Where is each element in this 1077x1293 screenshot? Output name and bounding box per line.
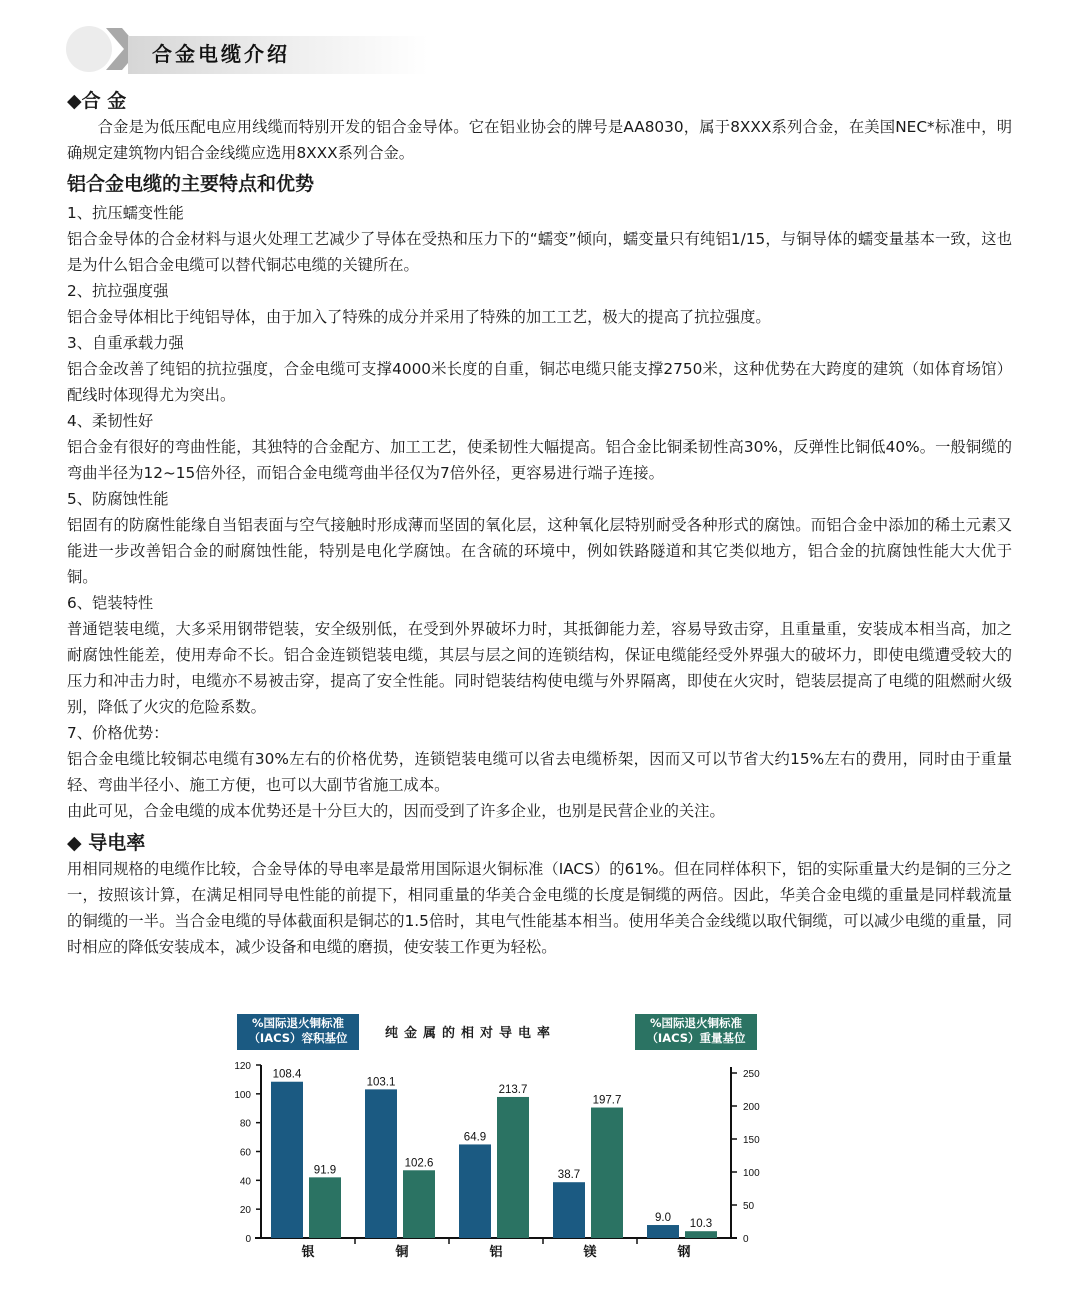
bar-value-label: 108.4 bbox=[272, 1068, 302, 1081]
feature-title: 1、抗压蠕变性能 bbox=[67, 204, 184, 222]
feature-item bbox=[67, 720, 1012, 798]
bar-volume bbox=[271, 1082, 303, 1238]
section-heading-conductivity: ◆ 导电率 bbox=[67, 832, 146, 854]
feature-title: 7、价格优势： bbox=[67, 724, 169, 742]
bar-value-label: 103.1 bbox=[366, 1076, 396, 1089]
left-axis-tick-label: 40 bbox=[239, 1176, 251, 1188]
bar-volume bbox=[553, 1182, 585, 1238]
right-axis-tick-label: 0 bbox=[743, 1234, 749, 1245]
bar-volume bbox=[459, 1144, 491, 1238]
feature-item bbox=[67, 408, 1012, 486]
bar-chart-plot bbox=[225, 1008, 785, 1278]
feature-text: 铝合金电缆比较铜芯电缆有30%左右的价格优势，连锁铠装电缆可以省去电缆桥架，因而又可以节省大约15%左右的费用，同时由于重量轻、弯曲半径小、施工方便，也可以大副节省施工成本。 bbox=[67, 750, 1012, 794]
left-axis-tick-label: 20 bbox=[239, 1205, 251, 1217]
bar-weight bbox=[497, 1097, 529, 1238]
right-axis-tick-label: 250 bbox=[743, 1069, 760, 1080]
legend-line: %国际退火铜标准 bbox=[649, 1016, 743, 1030]
category-label: 银 bbox=[301, 1244, 315, 1259]
bar-weight bbox=[685, 1231, 717, 1238]
article-body bbox=[67, 88, 1012, 960]
feature-text: 铝合金导体的合金材料与退火处理工艺减少了导体在受热和压力下的“蠕变”倾向，蠕变量只有纯铝1/15，与铜导体的蠕变量基本一致，这也是为什么铝合金电缆可以替代铜芯电缆的关键所在。 bbox=[67, 230, 1012, 274]
feature-text: 铝合金有很好的弯曲性能，其独特的合金配方、加工工艺，使柔韧性大幅提高。铝合金比铜柔韧性高30%，反弹性比铜低40%。一般铜缆的弯曲半径为12~15倍外径，而铝合金电缆弯曲半径仅为7倍外径，更容易进行端子连接。 bbox=[67, 438, 1012, 482]
feature-item bbox=[67, 330, 1012, 408]
feature-title: 5、防腐蚀性能 bbox=[67, 490, 169, 508]
bar-value-label: 213.7 bbox=[498, 1083, 528, 1096]
chart-title: 纯金属的相对导电率 bbox=[385, 1026, 557, 1041]
bar-volume bbox=[647, 1225, 679, 1238]
conductivity-chart bbox=[225, 1008, 785, 1278]
feature-title: 2、抗拉强度强 bbox=[67, 282, 169, 300]
bar-volume bbox=[365, 1089, 397, 1238]
right-axis-tick-label: 150 bbox=[743, 1135, 760, 1146]
bar-value-label: 197.7 bbox=[592, 1094, 622, 1107]
legend-line: %国际退火铜标准 bbox=[251, 1016, 345, 1030]
feature-title: 3、自重承载力强 bbox=[67, 334, 184, 352]
legend-line: （IACS）容积基位 bbox=[248, 1031, 348, 1045]
left-axis-tick-label: 80 bbox=[239, 1118, 251, 1130]
alloy-paragraph: 合金是为低压配电应用线缆而特别开发的铝合金导体。它在铝业协会的牌号是AA8030，属于8XXX系列合金，在美国NEC*标准中，明确规定建筑物内铝合金线缆应选用8XXX系列合金。 bbox=[67, 118, 1012, 162]
feature-text: 铝合金改善了纯铝的抗拉强度，合金电缆可支撑4000米长度的自重，铜芯电缆只能支撑2750米，这种优势在大跨度的建筑（如体育场馆）配线时体现得尤为突出。 bbox=[67, 360, 1012, 404]
right-axis-tick-label: 100 bbox=[743, 1168, 760, 1179]
bar-value-label: 38.7 bbox=[557, 1169, 581, 1182]
feature-text: 铝固有的防腐性能缘自当铝表面与空气接触时形成薄而坚固的氧化层，这种氧化层特别耐受各种形式的腐蚀。而铝合金中添加的稀土元素又能进一步改善铝合金的耐腐蚀性能，特别是电化学腐蚀。在含硫的环境中，例如铁路隧道和其它类似地方，铝合金的抗腐蚀性能大大优于铜。 bbox=[67, 516, 1012, 586]
features-conclusion: 由此可见，合金电缆的成本优势还是十分巨大的，因而受到了许多企业，也别是民营企业的关注。 bbox=[67, 802, 725, 820]
bar-value-label: 91.9 bbox=[313, 1164, 337, 1177]
bar-value-label: 9.0 bbox=[655, 1212, 671, 1225]
section-heading-features: 铝合金电缆的主要特点和优势 bbox=[67, 173, 315, 195]
bar-value-label: 10.3 bbox=[689, 1218, 713, 1231]
feature-item bbox=[67, 486, 1012, 590]
category-label: 镁 bbox=[583, 1244, 597, 1259]
left-axis-tick-label: 60 bbox=[239, 1147, 251, 1159]
left-axis-tick-label: 100 bbox=[234, 1089, 251, 1101]
section-heading-alloy: ◆合 金 bbox=[67, 90, 127, 112]
feature-item bbox=[67, 200, 1012, 278]
bar-weight bbox=[403, 1170, 435, 1238]
feature-list bbox=[67, 200, 1012, 798]
page-title: 合金电缆介绍 bbox=[152, 42, 290, 66]
category-label: 铝 bbox=[489, 1244, 503, 1259]
feature-text: 铝合金导体相比于纯铝导体，由于加入了特殊的成分并采用了特殊的加工工艺，极大的提高了抗拉强度。 bbox=[67, 308, 771, 326]
category-label: 钢 bbox=[677, 1244, 691, 1259]
right-axis-tick-label: 200 bbox=[743, 1102, 760, 1113]
left-axis-tick-label: 0 bbox=[245, 1234, 251, 1245]
left-axis-tick-label: 120 bbox=[234, 1061, 251, 1072]
right-axis-tick-label: 50 bbox=[743, 1201, 755, 1212]
section-header bbox=[66, 24, 366, 74]
feature-item bbox=[67, 590, 1012, 720]
legend-line: （IACS）重量基位 bbox=[646, 1031, 746, 1045]
bar-weight bbox=[309, 1177, 341, 1238]
bar-value-label: 102.6 bbox=[404, 1157, 434, 1170]
bar-value-label: 64.9 bbox=[463, 1131, 487, 1144]
feature-title: 4、柔韧性好 bbox=[67, 412, 154, 430]
conductivity-paragraph: 用相同规格的电缆作比较，合金导体的导电率是最常用国际退火铜标准（IACS）的61%。但在同样体积下，铝的实际重量大约是铜的三分之一，按照该计算，在满足相同导电性能的前提下，相同重量的华美合金电缆的长度是铜缆的两倍。因此，华美合金电缆的重量是同样载流量的铜缆的一半。当合金电缆的导体截面积是铜芯的1.5倍时，其电气性能基本相当。使用华美合金线缆以取代铜缆，可以减少电缆的重量，同时相应的降低安装成本，减少设备和电缆的磨损，使安装工作更为轻松。 bbox=[67, 860, 1012, 956]
bar-weight bbox=[591, 1108, 623, 1238]
feature-text: 普通铠装电缆，大多采用钢带铠装，安全级别低，在受到外界破坏力时，其抵御能力差，容易导致击穿，且重量重，安装成本相当高，加之耐腐蚀性能差，使用寿命不长。铝合金连锁铠装电缆，其层与层之间的连锁结构，保证电缆能经受外界强大的破坏力，即使电缆遭受较大的压力和冲击力时，电缆亦不易被击穿，提高了安全性能。同时铠装结构使电缆与外界隔离，即使在火灾时，铠装层提高了电缆的阻燃耐火级别，降低了火灾的危险系数。 bbox=[67, 620, 1012, 716]
feature-item bbox=[67, 278, 1012, 330]
feature-title: 6、铠装特性 bbox=[67, 594, 154, 612]
category-label: 铜 bbox=[395, 1244, 409, 1259]
